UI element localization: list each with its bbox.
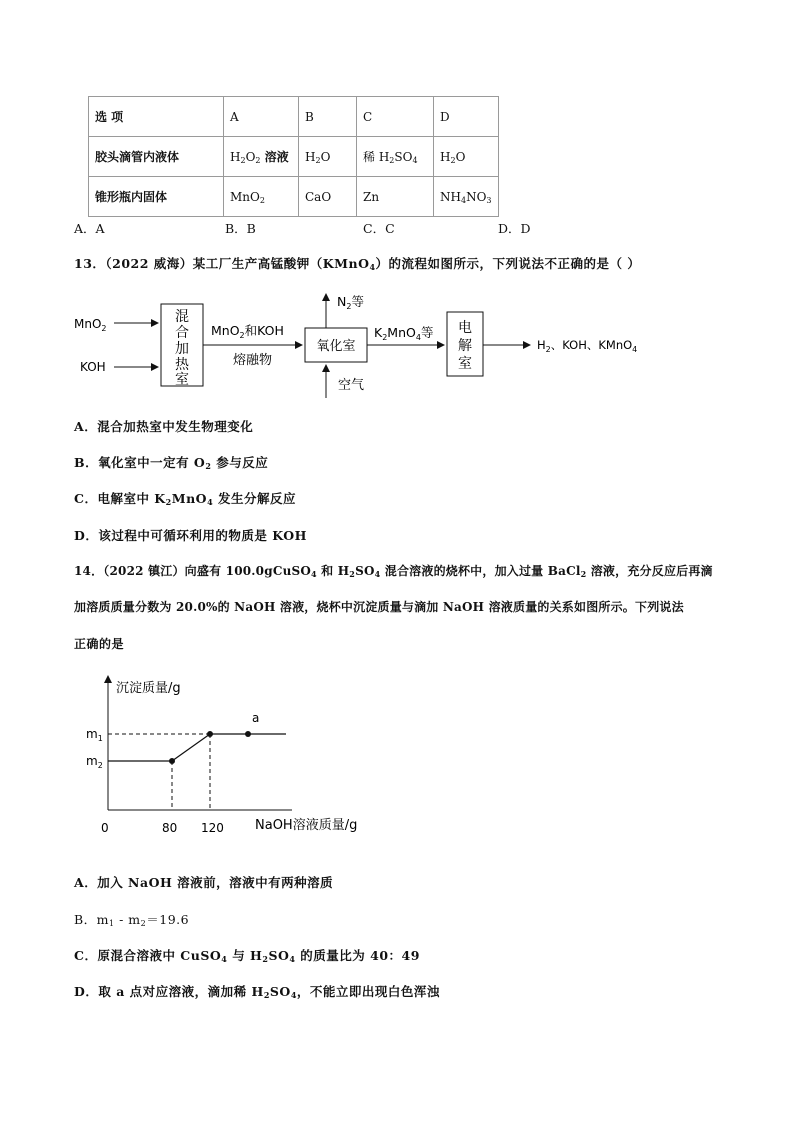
- table-cell: 锥形瓶内固体: [89, 177, 224, 217]
- arrow2-label: $K_2MnO_4$等: [374, 325, 434, 342]
- q14-option-b[interactable]: B．$m_1 - m_2=19.6$: [74, 912, 190, 928]
- m2-label: $m_2$: [86, 754, 103, 770]
- data-point-a: [245, 731, 251, 737]
- arrow1-bottom-label: 熔融物: [233, 353, 273, 368]
- point-a-label: a: [252, 711, 260, 725]
- table-cell: 选 项: [89, 97, 224, 137]
- q14-option-c[interactable]: C．原混合溶液中 CuSO$_4$ 与 $H_2SO_4$ 的质量比为 40：49: [74, 948, 420, 964]
- data-point: [169, 758, 175, 764]
- x-tick-label: 80: [162, 821, 178, 835]
- arrow1-top-label: MnO$_2$和KOH: [211, 323, 284, 340]
- data-point: [207, 731, 213, 737]
- origin-label: 0: [101, 821, 109, 835]
- box2-label: 氧化室: [316, 339, 356, 354]
- box1-char: 加: [175, 341, 189, 357]
- table-cell: C: [357, 97, 434, 137]
- q13-option-c[interactable]: C．电解室中 $K_2MnO_4$ 发生分解反应: [74, 491, 297, 507]
- box1-char: 合: [175, 325, 189, 341]
- table-cell: Zn: [357, 177, 434, 217]
- production-flow-diagram: [60, 282, 700, 404]
- q14-stem-line3: 正确的是: [74, 637, 125, 651]
- table-row: [89, 137, 499, 177]
- output-label: $H_2$、KOH、KMnO$_4$: [537, 338, 638, 354]
- table-cell: A: [224, 97, 299, 137]
- q13-option-d[interactable]: D．该过程中可循环利用的物质是 KOH: [74, 528, 307, 543]
- table-cell: B: [299, 97, 357, 137]
- options-table: [88, 96, 499, 217]
- q12-option-a[interactable]: A．A: [74, 221, 105, 236]
- q13-option-a[interactable]: A．混合加热室中发生物理变化: [74, 419, 254, 434]
- box1-char: 热: [175, 357, 189, 373]
- table-row: [89, 177, 499, 217]
- table-cell: D: [434, 97, 499, 137]
- air-label: 空气: [338, 378, 365, 393]
- y-axis-label: 沉淀质量/g: [116, 681, 181, 696]
- q12-option-c[interactable]: C．C: [363, 221, 395, 236]
- table-cell: 稀 $H_2SO_4$: [357, 137, 434, 177]
- flow-input-mno2: MnO$_2$: [74, 317, 107, 333]
- table-cell: $NH_4NO_3$: [434, 177, 499, 217]
- box1-char: 室: [175, 372, 189, 388]
- precipitate-curve: [108, 734, 286, 761]
- x-axis-label: NaOH溶液质量/g: [255, 818, 358, 833]
- table-cell: MnO$_2$: [224, 177, 299, 217]
- table-cell: 胶头滴管内液体: [89, 137, 224, 177]
- q14-stem-line1: 14．（2022 镇江）向盛有 100.0gCuSO$_4$ 和 $H_2SO_4$ 混合溶液的烧杯中，加入过量 BaCl$_2$ 溶液，充分反应后再滴: [74, 564, 713, 579]
- q14-option-d[interactable]: D．取 a 点对应溶液，滴加稀 $H_2SO_4$，不能立即出现白色浑浊: [74, 984, 440, 1000]
- up-arrow-label: $N_2$等: [337, 294, 364, 311]
- box1-char: 混: [175, 309, 189, 325]
- box3-char: 室: [458, 356, 472, 372]
- q12-option-d[interactable]: D．D: [498, 221, 531, 236]
- table-cell: $H_2O$: [299, 137, 357, 177]
- table-cell: $H_2O$: [434, 137, 499, 177]
- table-cell: CaO: [299, 177, 357, 217]
- table-cell: $H_2O_2$ 溶液: [224, 137, 299, 177]
- flow-input-koh: KOH: [80, 360, 106, 374]
- q13-option-b[interactable]: B．氧化室中一定有 $O_2$ 参与反应: [74, 455, 269, 471]
- q12-option-b[interactable]: B．B: [225, 221, 256, 236]
- box3-char: 电: [458, 320, 472, 336]
- precipitate-mass-graph: [80, 672, 380, 842]
- q13-stem: 13．（2022 威海）某工厂生产高锰酸钾（KMnO$_4$）的流程如图所示，下列说法不正确的是（ ）: [74, 256, 641, 272]
- x-tick-label: 120: [201, 821, 224, 835]
- m1-label: $m_1$: [86, 727, 103, 743]
- table-row: [89, 97, 499, 137]
- box3-char: 解: [458, 338, 472, 354]
- q14-option-a[interactable]: A．加入 NaOH 溶液前，溶液中有两种溶质: [74, 875, 334, 890]
- q14-stem-line2: 加溶质质量分数为 20.0%的 NaOH 溶液，烧杯中沉淀质量与滴加 NaOH 溶液质量的关系如图所示。下列说法: [74, 600, 684, 614]
